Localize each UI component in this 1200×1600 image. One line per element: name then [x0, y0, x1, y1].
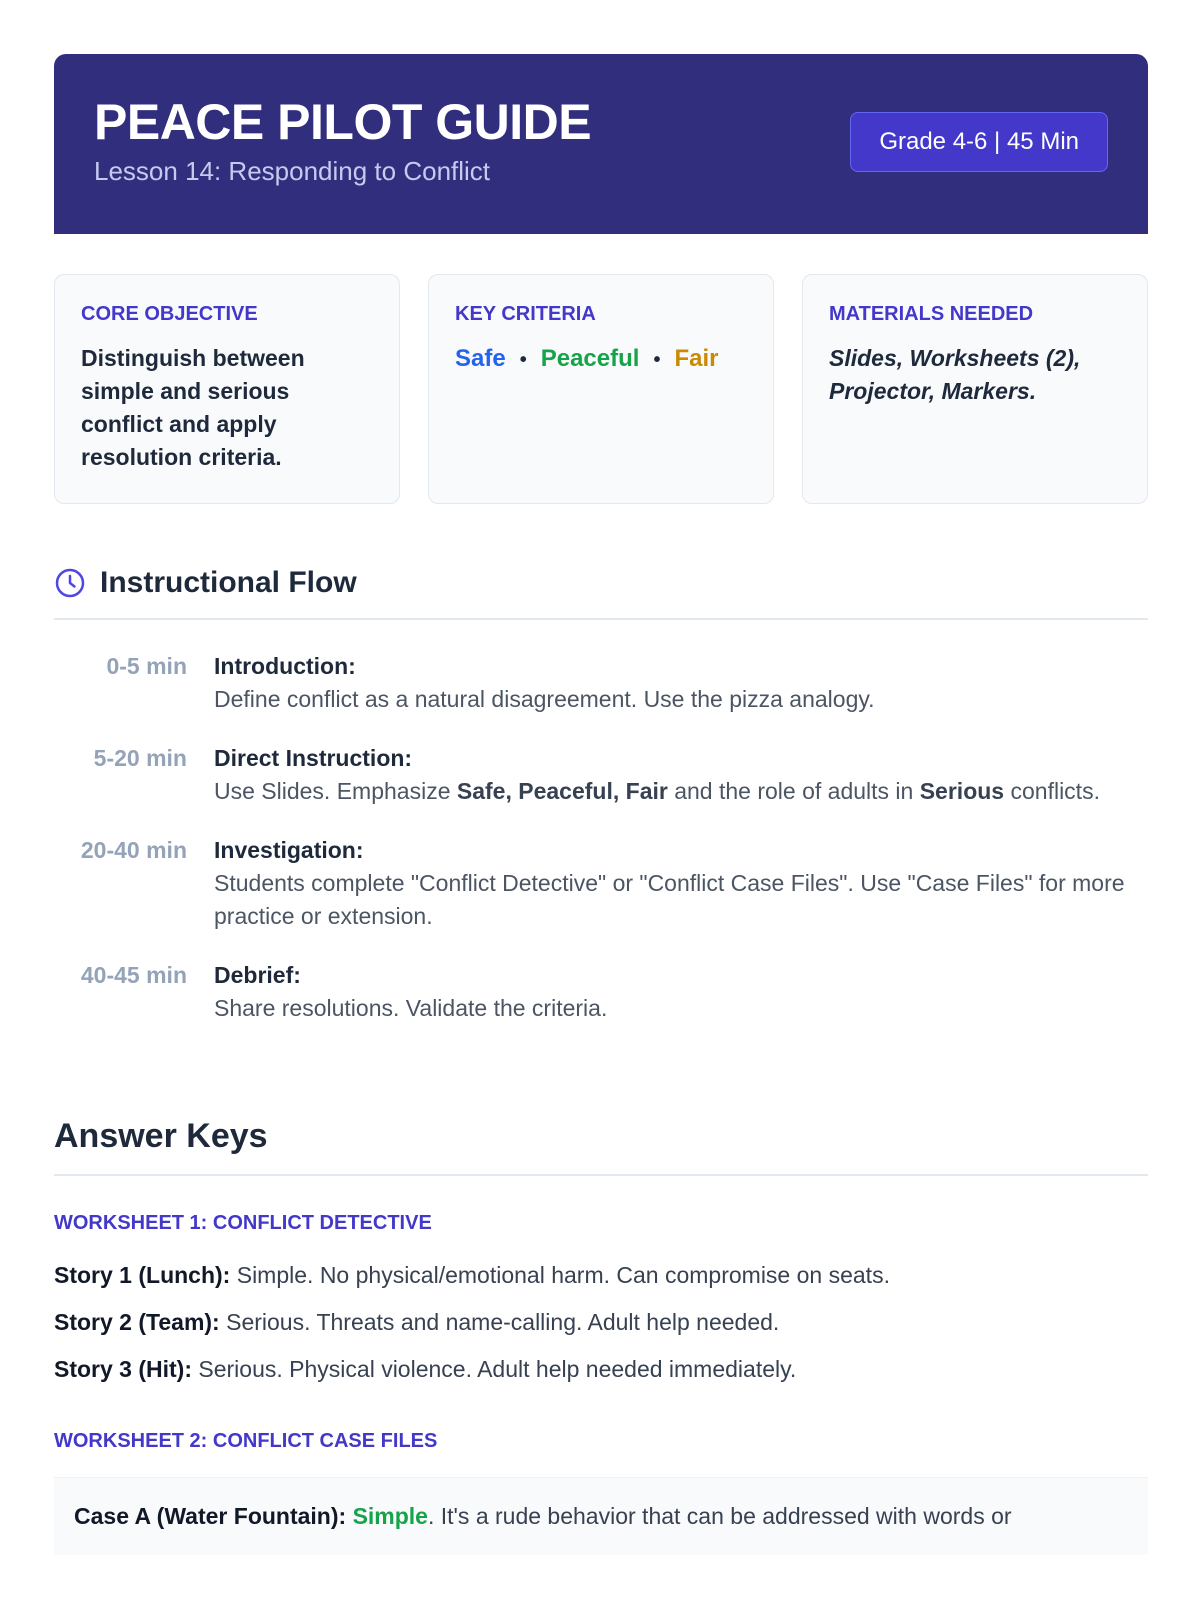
summary-cards: [54, 274, 1148, 504]
worksheet-1-label: WORKSHEET 1: CONFLICT DETECTIVE: [54, 1212, 432, 1234]
answer-keys-heading: [54, 1117, 1148, 1176]
flow-row: [54, 742, 1148, 808]
flow-row: [54, 834, 1148, 933]
story-answer: [54, 1259, 1148, 1292]
desc-text: conflicts.: [1004, 778, 1100, 804]
case-label: Case A (Water Fountain):: [74, 1503, 347, 1529]
flow-list: [54, 650, 1148, 1025]
criteria-list: [455, 342, 747, 377]
section-title: Instructional Flow: [100, 566, 357, 599]
flow-step-title: Investigation:: [214, 837, 364, 863]
instructional-flow-heading: [54, 566, 1148, 620]
criteria-safe: Safe: [455, 345, 506, 372]
case-answer-box: [54, 1477, 1148, 1555]
card-label-materials: MATERIALS NEEDED: [829, 303, 1034, 325]
clock-icon: [54, 567, 86, 599]
flow-step-desc: Share resolutions. Validate the criteria.: [214, 995, 608, 1021]
story-text: Serious. Physical violence. Adult help needed immediately.: [192, 1356, 797, 1382]
bullet-dot: •: [653, 349, 661, 371]
flow-step-title: Debrief:: [214, 962, 301, 988]
flow-row: [54, 650, 1148, 716]
story-text: Serious. Threats and name-calling. Adult help needed.: [219, 1309, 780, 1335]
criteria-peaceful: Peaceful: [540, 345, 640, 372]
story-label: Story 2 (Team):: [54, 1309, 220, 1335]
key-criteria-card: [428, 274, 774, 504]
flow-time: 5-20 min: [93, 745, 187, 771]
case-text: . It's a rude behavior that can be addressed with words or: [427, 1503, 1012, 1529]
core-objective-card: [54, 274, 400, 504]
grade-duration-badge: Grade 4-6 | 45 Min: [850, 112, 1108, 172]
story-answer: [54, 1353, 1148, 1386]
criteria-fair: Fair: [674, 345, 719, 372]
materials-text: Slides, Worksheets (2), Projector, Markers.: [829, 345, 1081, 404]
flow-step-desc: [214, 775, 1148, 808]
flow-step-desc: Define conflict as a natural disagreement. Use the pizza analogy.: [214, 686, 875, 712]
flow-step-desc: Students complete "Conflict Detective" or "Conflict Case Files". Use "Case Files" for more practice or extension.: [214, 870, 1125, 929]
section-title: Answer Keys: [54, 1117, 268, 1155]
flow-time: 20-40 min: [80, 837, 187, 863]
desc-emphasis: Safe, Peaceful, Fair: [456, 778, 668, 804]
story-text: Simple. No physical/emotional harm. Can compromise on seats.: [230, 1262, 890, 1288]
page-title: PEACE PILOT GUIDE: [94, 94, 592, 150]
flow-content: [214, 959, 1148, 1025]
flow-step-title: Direct Instruction:: [214, 745, 413, 771]
header-banner: [54, 54, 1148, 234]
card-label-objective: CORE OBJECTIVE: [81, 303, 258, 325]
desc-text: and the role of adults in: [667, 778, 920, 804]
flow-content: [214, 742, 1148, 808]
card-label-criteria: KEY CRITERIA: [455, 303, 596, 325]
lesson-subtitle: Lesson 14: Responding to Conflict: [94, 156, 491, 186]
flow-time: 0-5 min: [106, 653, 187, 679]
objective-text: Distinguish between simple and serious conflict and apply resolution criteria.: [81, 345, 305, 470]
flow-step-title: Introduction:: [214, 653, 356, 679]
case-verdict: Simple: [352, 1503, 428, 1529]
desc-emphasis: Serious: [919, 778, 1005, 804]
desc-text: Use Slides. Emphasize: [214, 778, 457, 804]
worksheet-2-label: WORKSHEET 2: CONFLICT CASE FILES: [54, 1430, 438, 1452]
story-label: Story 3 (Hit):: [54, 1356, 192, 1382]
story-label: Story 1 (Lunch):: [54, 1262, 231, 1288]
flow-time: 40-45 min: [80, 962, 187, 988]
story-answer: [54, 1306, 1148, 1339]
materials-card: [802, 274, 1148, 504]
flow-row: [54, 959, 1148, 1025]
lesson-guide-page: [54, 0, 1148, 1555]
bullet-dot: •: [519, 349, 527, 371]
flow-content: [214, 834, 1148, 933]
flow-content: [214, 650, 1148, 716]
